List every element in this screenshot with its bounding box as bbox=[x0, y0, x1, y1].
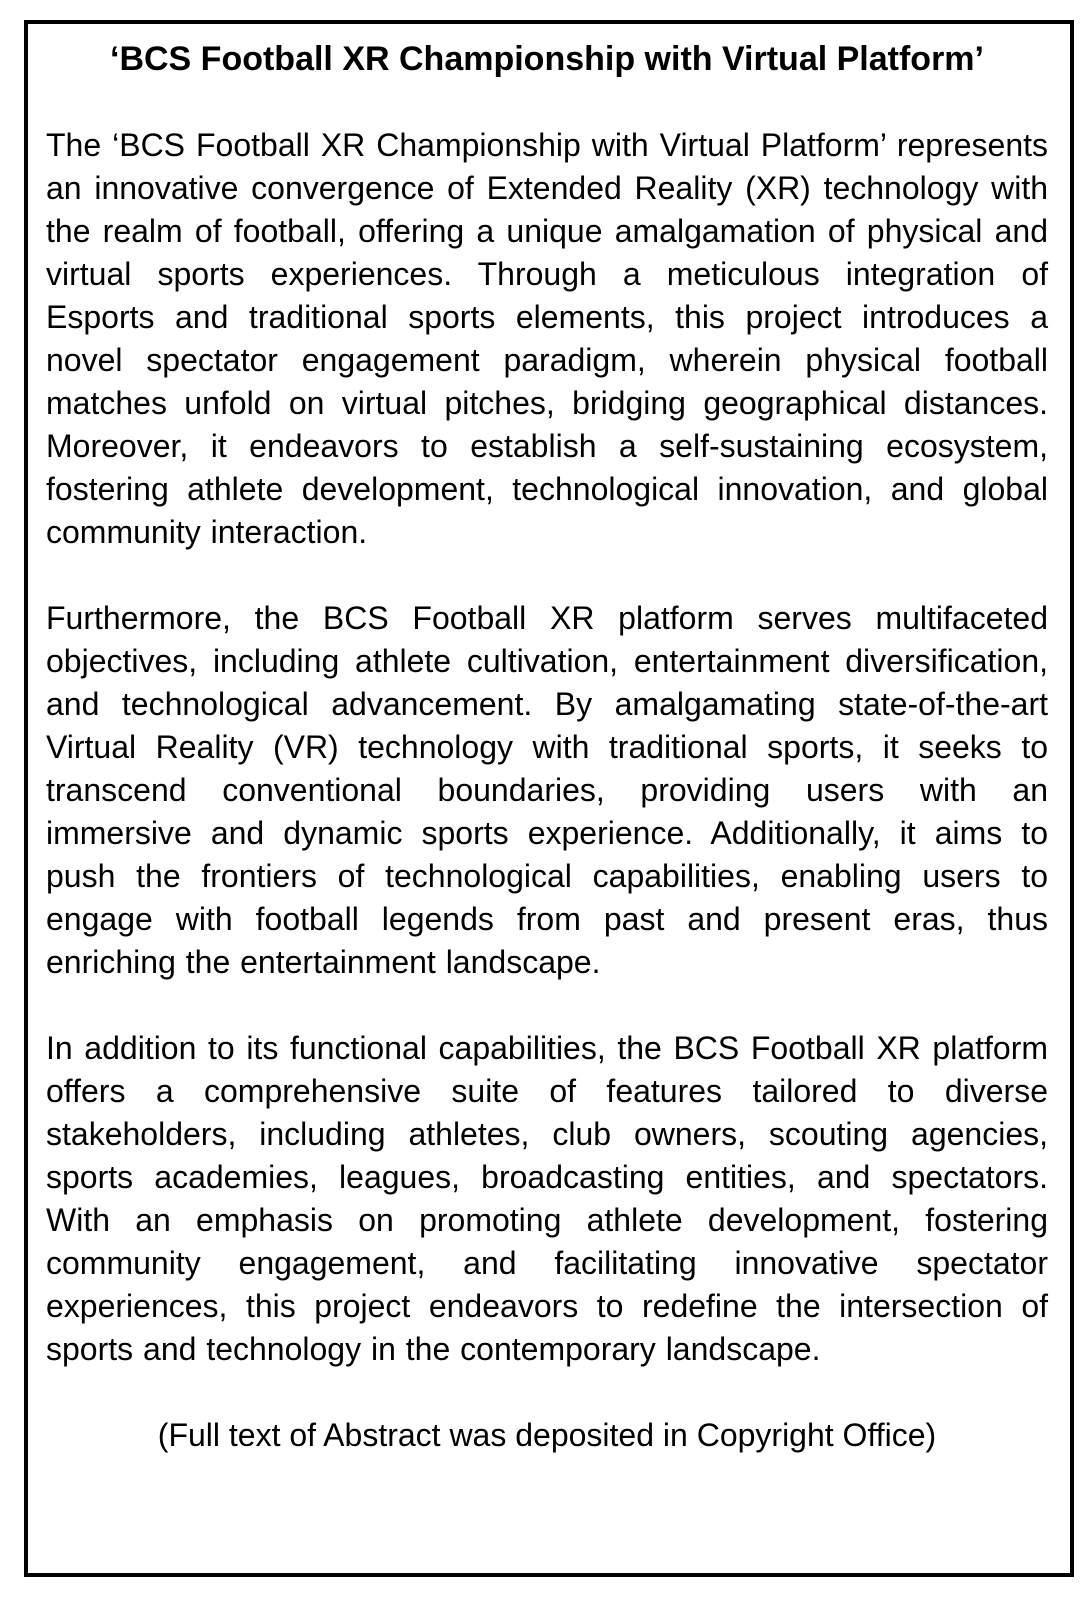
document-border-frame bbox=[24, 20, 1074, 1577]
abstract-paragraph-3: In addition to its functional capabilities, the BCS Football XR platform offers a comprehensive suite of features tailored to diverse stakeholders, including athletes, club owners, scouting agencies, sports academies, leagues, broadcasting entities, and spectators. With an emphasis on promoting athlete development, fostering community engagement, and facilitating innovative spectator experiences, this project endeavors to redefine the intersection of sports and technology in the contemporary landscape. bbox=[46, 1030, 1048, 1367]
abstract-paragraph-1: The ‘BCS Football XR Championship with Virtual Platform’ represents an innovative convergence of Extended Reality (XR) technology with the realm of football, offering a unique amalgamation of physical and virtual sports experiences. Through a meticulous integration of Esports and traditional sports elements, this project introduces a novel spectator engagement paradigm, wherein physical football matches unfold on virtual pitches, bridging geographical distances. Moreover, it endeavors to establish a self-sustaining ecosystem, fostering athlete development, technological innovation, and global community interaction. bbox=[46, 127, 1048, 550]
page-title: ‘BCS Football XR Championship with Virtual Platform’ bbox=[110, 40, 984, 78]
copyright-deposit-note: (Full text of Abstract was deposited in Copyright Office) bbox=[157, 1417, 937, 1453]
abstract-paragraph-2: Furthermore, the BCS Football XR platform serves multifaceted objectives, including athlete cultivation, entertainment diversification, and technological advancement. By amalgamating state-of-the-art Virtual Reality (VR) technology with traditional sports, it seeks to transcend conventional boundaries, providing users with an immersive and dynamic sports experience. Additionally, it aims to push the frontiers of technological capabilities, enabling users to engage with football legends from past and present eras, thus enriching the entertainment landscape. bbox=[46, 600, 1048, 980]
